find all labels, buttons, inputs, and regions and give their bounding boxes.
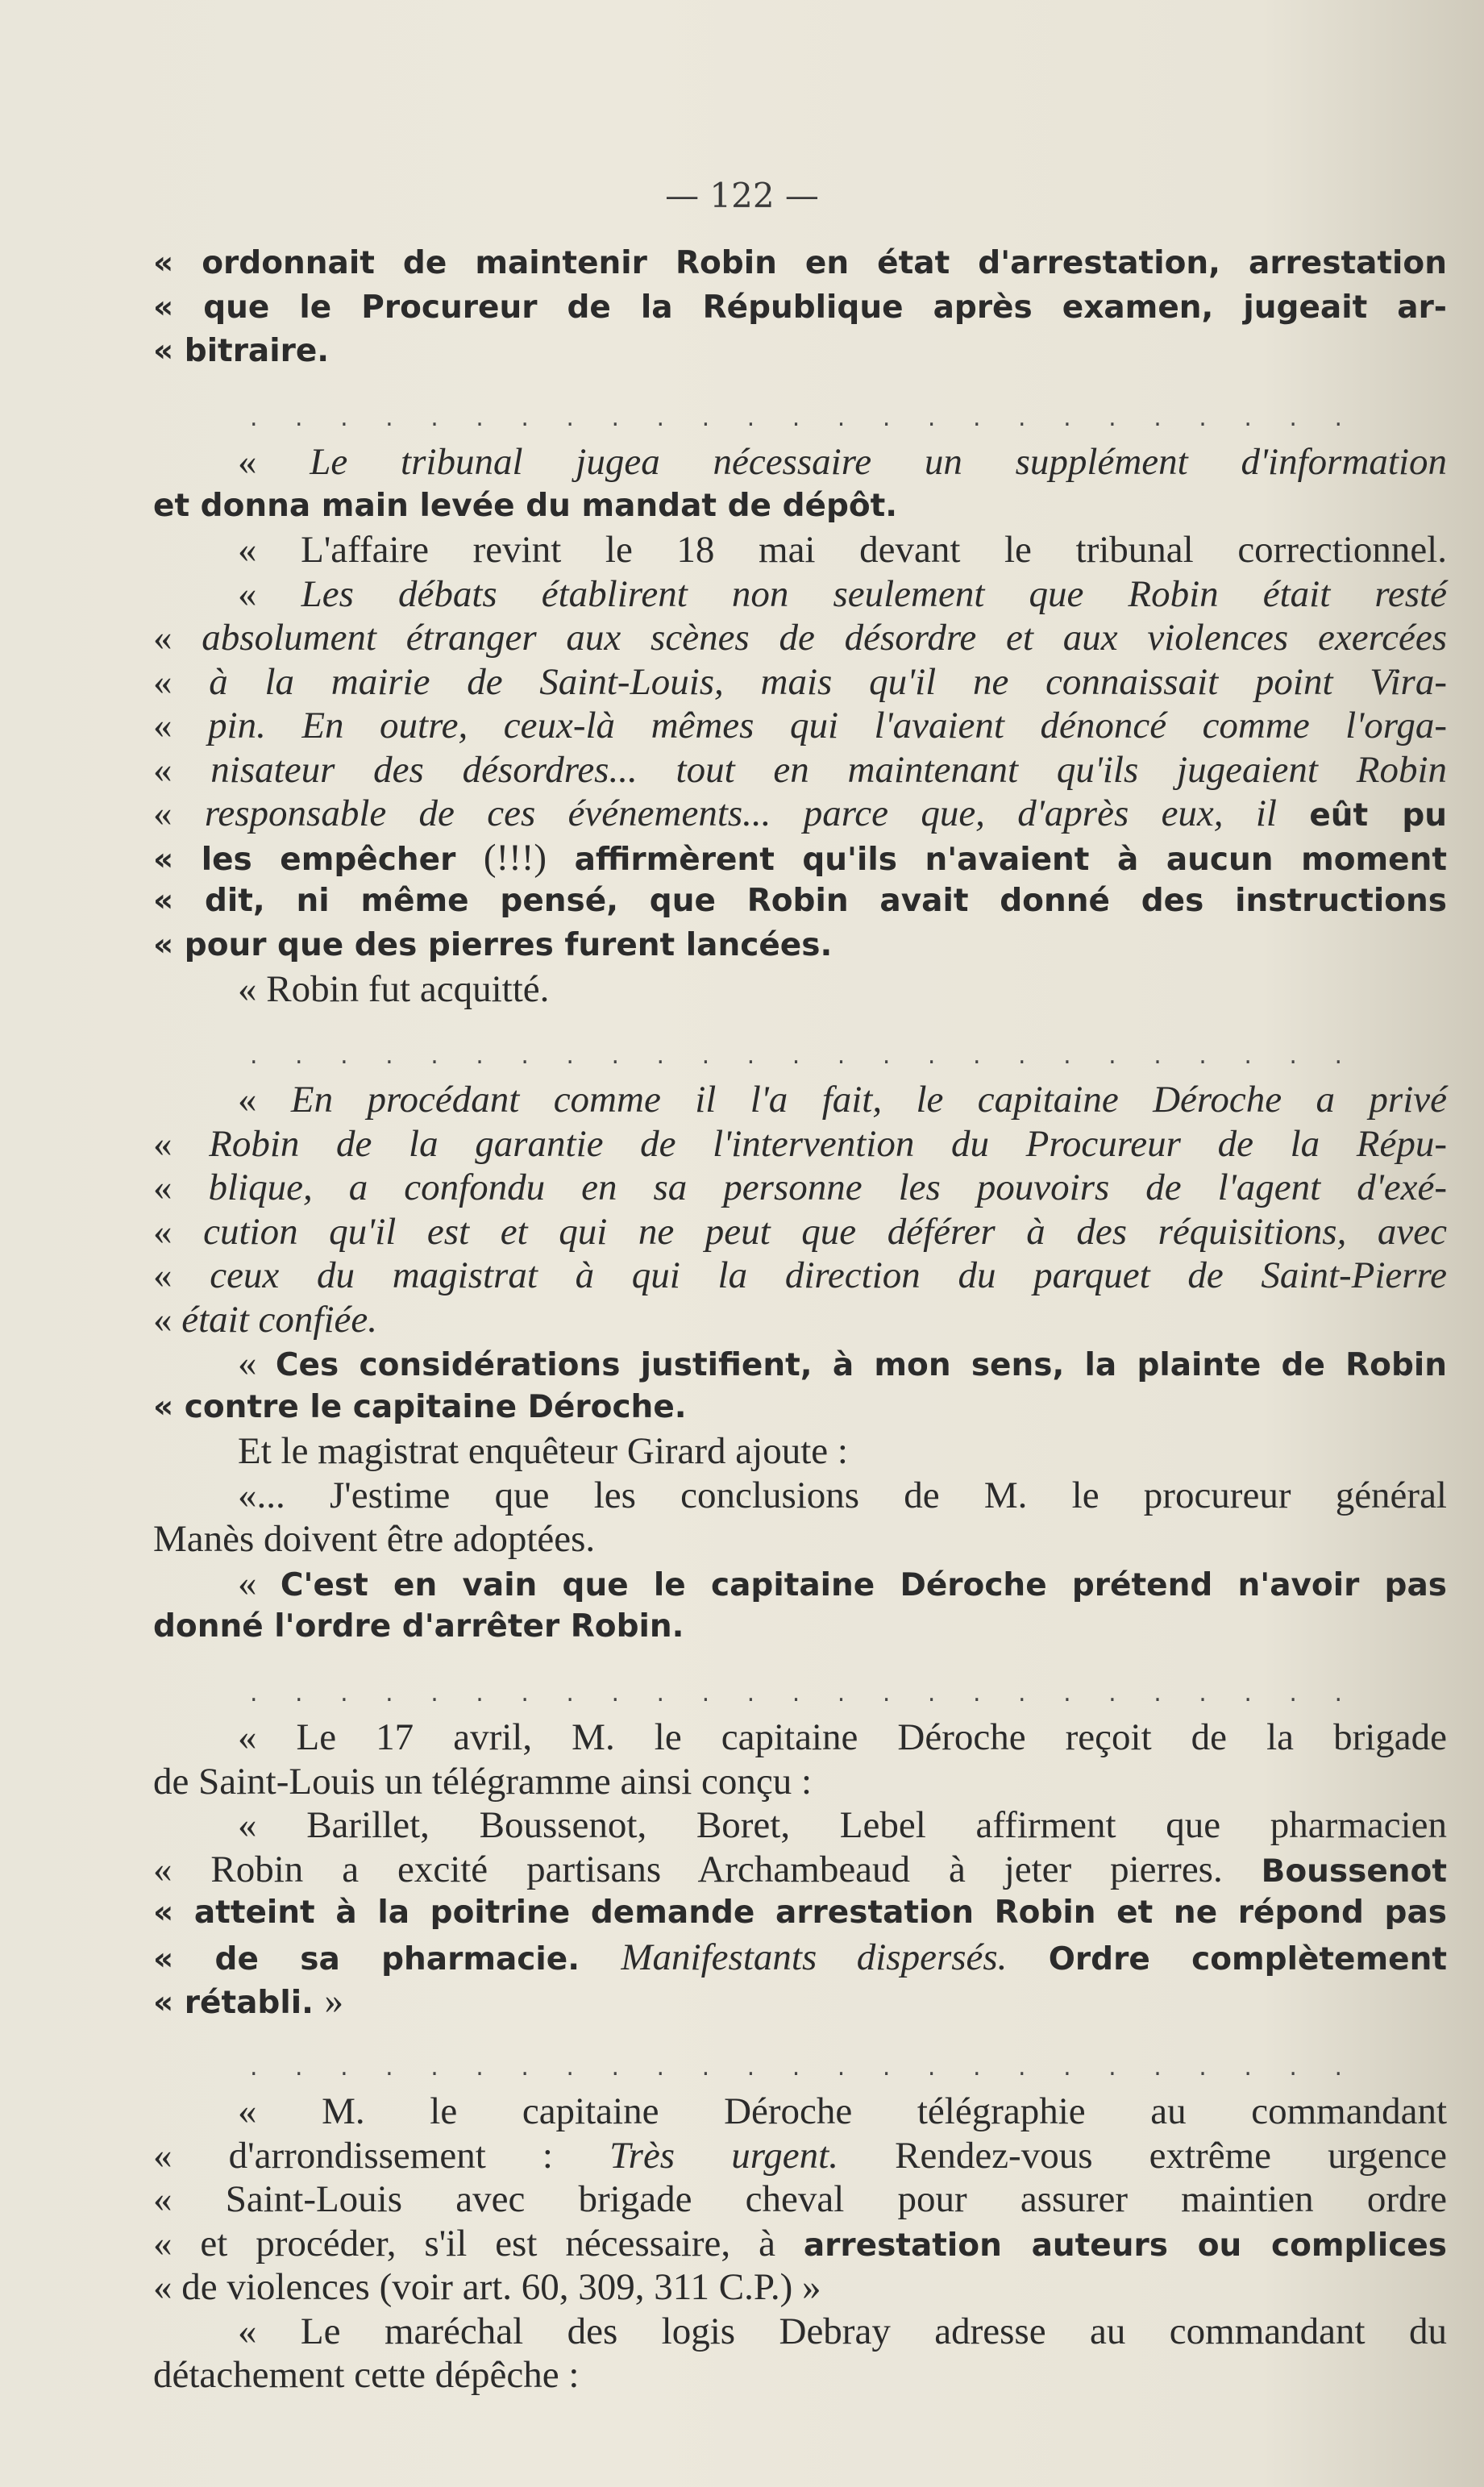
roman-text: Manès doivent être adoptées. bbox=[153, 1518, 596, 1560]
bold-text: C'est en vain que le capitaine Déroche prétend n'avoir pas bbox=[280, 1566, 1448, 1603]
text-line bbox=[153, 1891, 1447, 1936]
text-line bbox=[153, 2265, 1447, 2310]
italic-text: blique, a confondu en sa personne les pouvoirs de l'agent d'exé- bbox=[208, 1167, 1447, 1208]
text-line bbox=[153, 1254, 1447, 1298]
roman-text: « de violences (voir art. 60, 309, 311 C.P.) » bbox=[153, 2266, 821, 2308]
text-line bbox=[153, 440, 1447, 485]
roman-text: « bbox=[153, 660, 210, 703]
text-line bbox=[153, 485, 1447, 529]
bold-text: « contre le capitaine Déroche. bbox=[153, 1388, 687, 1425]
text-line bbox=[153, 1803, 1447, 1848]
roman-text: « bbox=[238, 1342, 276, 1384]
text-line bbox=[153, 1078, 1447, 1122]
text-line bbox=[153, 528, 1447, 572]
text-line bbox=[153, 1760, 1447, 1804]
spacer bbox=[153, 374, 1447, 397]
roman-text: « Le maréchal des logis Debray adresse au commandant du bbox=[238, 2310, 1447, 2352]
italic-text: Manifestants dispersés. bbox=[621, 1936, 1008, 1978]
text-line bbox=[153, 1210, 1447, 1254]
text-line bbox=[153, 2090, 1447, 2134]
body-text bbox=[153, 242, 1447, 2398]
roman-text: « bbox=[153, 617, 202, 659]
text-line bbox=[153, 572, 1447, 617]
text-line bbox=[153, 967, 1447, 1012]
roman-text: (!!!) bbox=[483, 836, 547, 879]
text-line bbox=[153, 836, 1447, 880]
italic-text: En procédant comme il l'a fait, le capitaine Déroche a privé bbox=[290, 1079, 1448, 1121]
spacer bbox=[153, 2023, 1447, 2046]
italic-text: cution qu'il est et qui ne peut que déférer à des réquisitions, avec bbox=[203, 1210, 1448, 1253]
italic-text: ceux du magistrat à qui la direction du parquet de Saint-Pierre bbox=[210, 1254, 1447, 1296]
bold-text: « ordonnait de maintenir Robin en état d'arrestation, arrestation bbox=[153, 245, 1447, 281]
roman-text: « Barillet, Boussenot, Boret, Lebel affirment que pharmacien bbox=[238, 1804, 1447, 1846]
roman-text: « L'affaire revint le 18 mai devant le tribunal correctionnel. bbox=[238, 529, 1447, 571]
italic-text: responsable de ces événements... parce que, d'après eux, il bbox=[204, 792, 1310, 834]
roman-text: « bbox=[153, 1167, 209, 1208]
italic-text: était confiée. bbox=[181, 1298, 377, 1341]
text-line bbox=[153, 1386, 1447, 1430]
bold-text: « pour que des pierres furent lancées. bbox=[153, 926, 833, 963]
text-line bbox=[153, 1517, 1447, 1562]
text-line bbox=[153, 616, 1447, 660]
text-line bbox=[153, 2134, 1447, 2178]
text-line bbox=[153, 660, 1447, 705]
bold-text: Ces considérations justifient, à mon sens, la plainte de Robin bbox=[275, 1347, 1448, 1383]
italic-text: Très urgent. bbox=[609, 2134, 838, 2177]
roman-text: « d'arrondissement : bbox=[153, 2134, 610, 2177]
text-line bbox=[153, 1298, 1447, 1342]
roman-text: Et le magistrat enquêteur Girard ajoute : bbox=[238, 1430, 848, 1472]
bold-text: « de sa pharmacie. bbox=[153, 1940, 621, 1978]
roman-text: « bbox=[153, 1122, 210, 1165]
text-line bbox=[153, 330, 1447, 374]
text-line bbox=[153, 704, 1447, 748]
text-line bbox=[153, 1605, 1447, 1649]
roman-text: « bbox=[153, 1254, 210, 1296]
roman-text: «... J'estime que les conclusions de M. le procureur général bbox=[238, 1474, 1447, 1516]
roman-text: « Le 17 avril, M. le capitaine Déroche reçoit de la brigade bbox=[238, 1716, 1447, 1758]
text-line bbox=[153, 1936, 1447, 1980]
roman-text: détachement cette dépêche : bbox=[153, 2354, 580, 2396]
roman-text: « bbox=[238, 1562, 281, 1604]
roman-text: « Robin a excité partisans Archambeaud à jeter pierres. bbox=[153, 1848, 1262, 1890]
bold-text: Boussenot bbox=[1261, 1853, 1447, 1890]
text-line bbox=[153, 1716, 1447, 1760]
bold-text: « que le Procureur de la République après examen, jugeait ar- bbox=[153, 289, 1447, 326]
roman-text: « bbox=[153, 705, 209, 747]
bold-text: « bitraire. bbox=[153, 333, 330, 369]
italic-text: absolument étranger aux scènes de désordre et aux violences exercées bbox=[202, 617, 1447, 659]
text-line bbox=[153, 1474, 1447, 1518]
italic-text: Le tribunal jugea nécessaire un supplément d'information bbox=[310, 441, 1448, 483]
roman-text: « bbox=[238, 1079, 291, 1121]
roman-text: Rendez-vous extrême urgence bbox=[838, 2134, 1448, 2177]
bold-text: donné l'ordre d'arrêter Robin. bbox=[153, 1608, 684, 1645]
bold-text: « les empêcher bbox=[153, 841, 484, 878]
text-line bbox=[153, 1979, 1447, 2023]
text-line bbox=[153, 2177, 1447, 2222]
roman-text: « M. le capitaine Déroche télégraphie au commandant bbox=[238, 2090, 1447, 2132]
bold-text: arrestation auteurs ou complices bbox=[803, 2227, 1447, 2264]
bold-text: Ordre complètement bbox=[1007, 1940, 1447, 1978]
spacer bbox=[153, 1012, 1447, 1034]
text-line bbox=[153, 242, 1447, 286]
page-number: — 122 — bbox=[665, 176, 819, 215]
bold-text: « rétabli. bbox=[153, 1985, 325, 2021]
roman-text: » bbox=[324, 1980, 343, 2022]
text-line bbox=[153, 2310, 1447, 2354]
roman-text: « bbox=[238, 441, 310, 483]
bold-text: eût pu bbox=[1309, 797, 1448, 834]
roman-text: « bbox=[153, 1298, 182, 1341]
bold-text: « atteint à la poitrine demande arrestation Robin et ne répond pas bbox=[153, 1894, 1447, 1931]
text-line bbox=[153, 924, 1447, 968]
roman-text: « bbox=[153, 1210, 204, 1253]
text-line bbox=[153, 2222, 1447, 2266]
text-line bbox=[153, 1341, 1447, 1386]
roman-text: « bbox=[153, 748, 211, 791]
text-line bbox=[153, 1562, 1447, 1606]
ellipsis-separator: . . . . . . . . . . . . . . . . . . . . . . . . . bbox=[250, 2052, 1342, 2082]
text-line bbox=[153, 1122, 1447, 1167]
ellipsis-separator: . . . . . . . . . . . . . . . . . . . . . . . . . bbox=[250, 403, 1342, 432]
italic-text: pin. En outre, ceux-là mêmes qui l'avaient dénoncé comme l'orga- bbox=[208, 705, 1447, 747]
text-line bbox=[153, 792, 1447, 836]
text-line bbox=[153, 286, 1447, 331]
italic-text: nisateur des désordres... tout en maintenant qu'ils jugeaient Robin bbox=[210, 748, 1448, 791]
ellipsis-separator: . . . . . . . . . . . . . . . . . . . . . . . . . bbox=[250, 1041, 1342, 1070]
italic-text: Les débats établirent non seulement que Robin était resté bbox=[301, 572, 1448, 615]
italic-text: à la mairie de Saint-Louis, mais qu'il ne connaissait point Vira- bbox=[209, 660, 1447, 703]
text-line bbox=[153, 2353, 1447, 2398]
roman-text: « bbox=[238, 572, 301, 615]
text-line bbox=[153, 1166, 1447, 1210]
text-line bbox=[153, 880, 1447, 924]
bold-text: « dit, ni même pensé, que Robin avait donné des instructions bbox=[153, 883, 1447, 919]
roman-text: « Saint-Louis avec brigade cheval pour assurer maintien ordre bbox=[153, 2178, 1447, 2220]
roman-text: « Robin fut acquitté. bbox=[238, 968, 550, 1010]
bold-text: affirmèrent qu'ils n'avaient à aucun moment bbox=[547, 841, 1447, 878]
roman-text: « bbox=[153, 792, 205, 834]
text-line bbox=[153, 1848, 1447, 1892]
italic-text: Robin de la garantie de l'intervention du Procureur de la Répu- bbox=[209, 1122, 1447, 1165]
text-line bbox=[153, 748, 1447, 792]
roman-text: de Saint-Louis un télégramme ainsi conçu : bbox=[153, 1760, 813, 1803]
bold-text: et donna main levée du mandat de dépôt. bbox=[153, 487, 898, 524]
roman-text: « et procéder, s'il est nécessaire, à bbox=[153, 2222, 804, 2265]
spacer bbox=[153, 1649, 1447, 1672]
ellipsis-separator: . . . . . . . . . . . . . . . . . . . . . . . . . bbox=[250, 1678, 1342, 1707]
text-line bbox=[153, 1429, 1447, 1474]
